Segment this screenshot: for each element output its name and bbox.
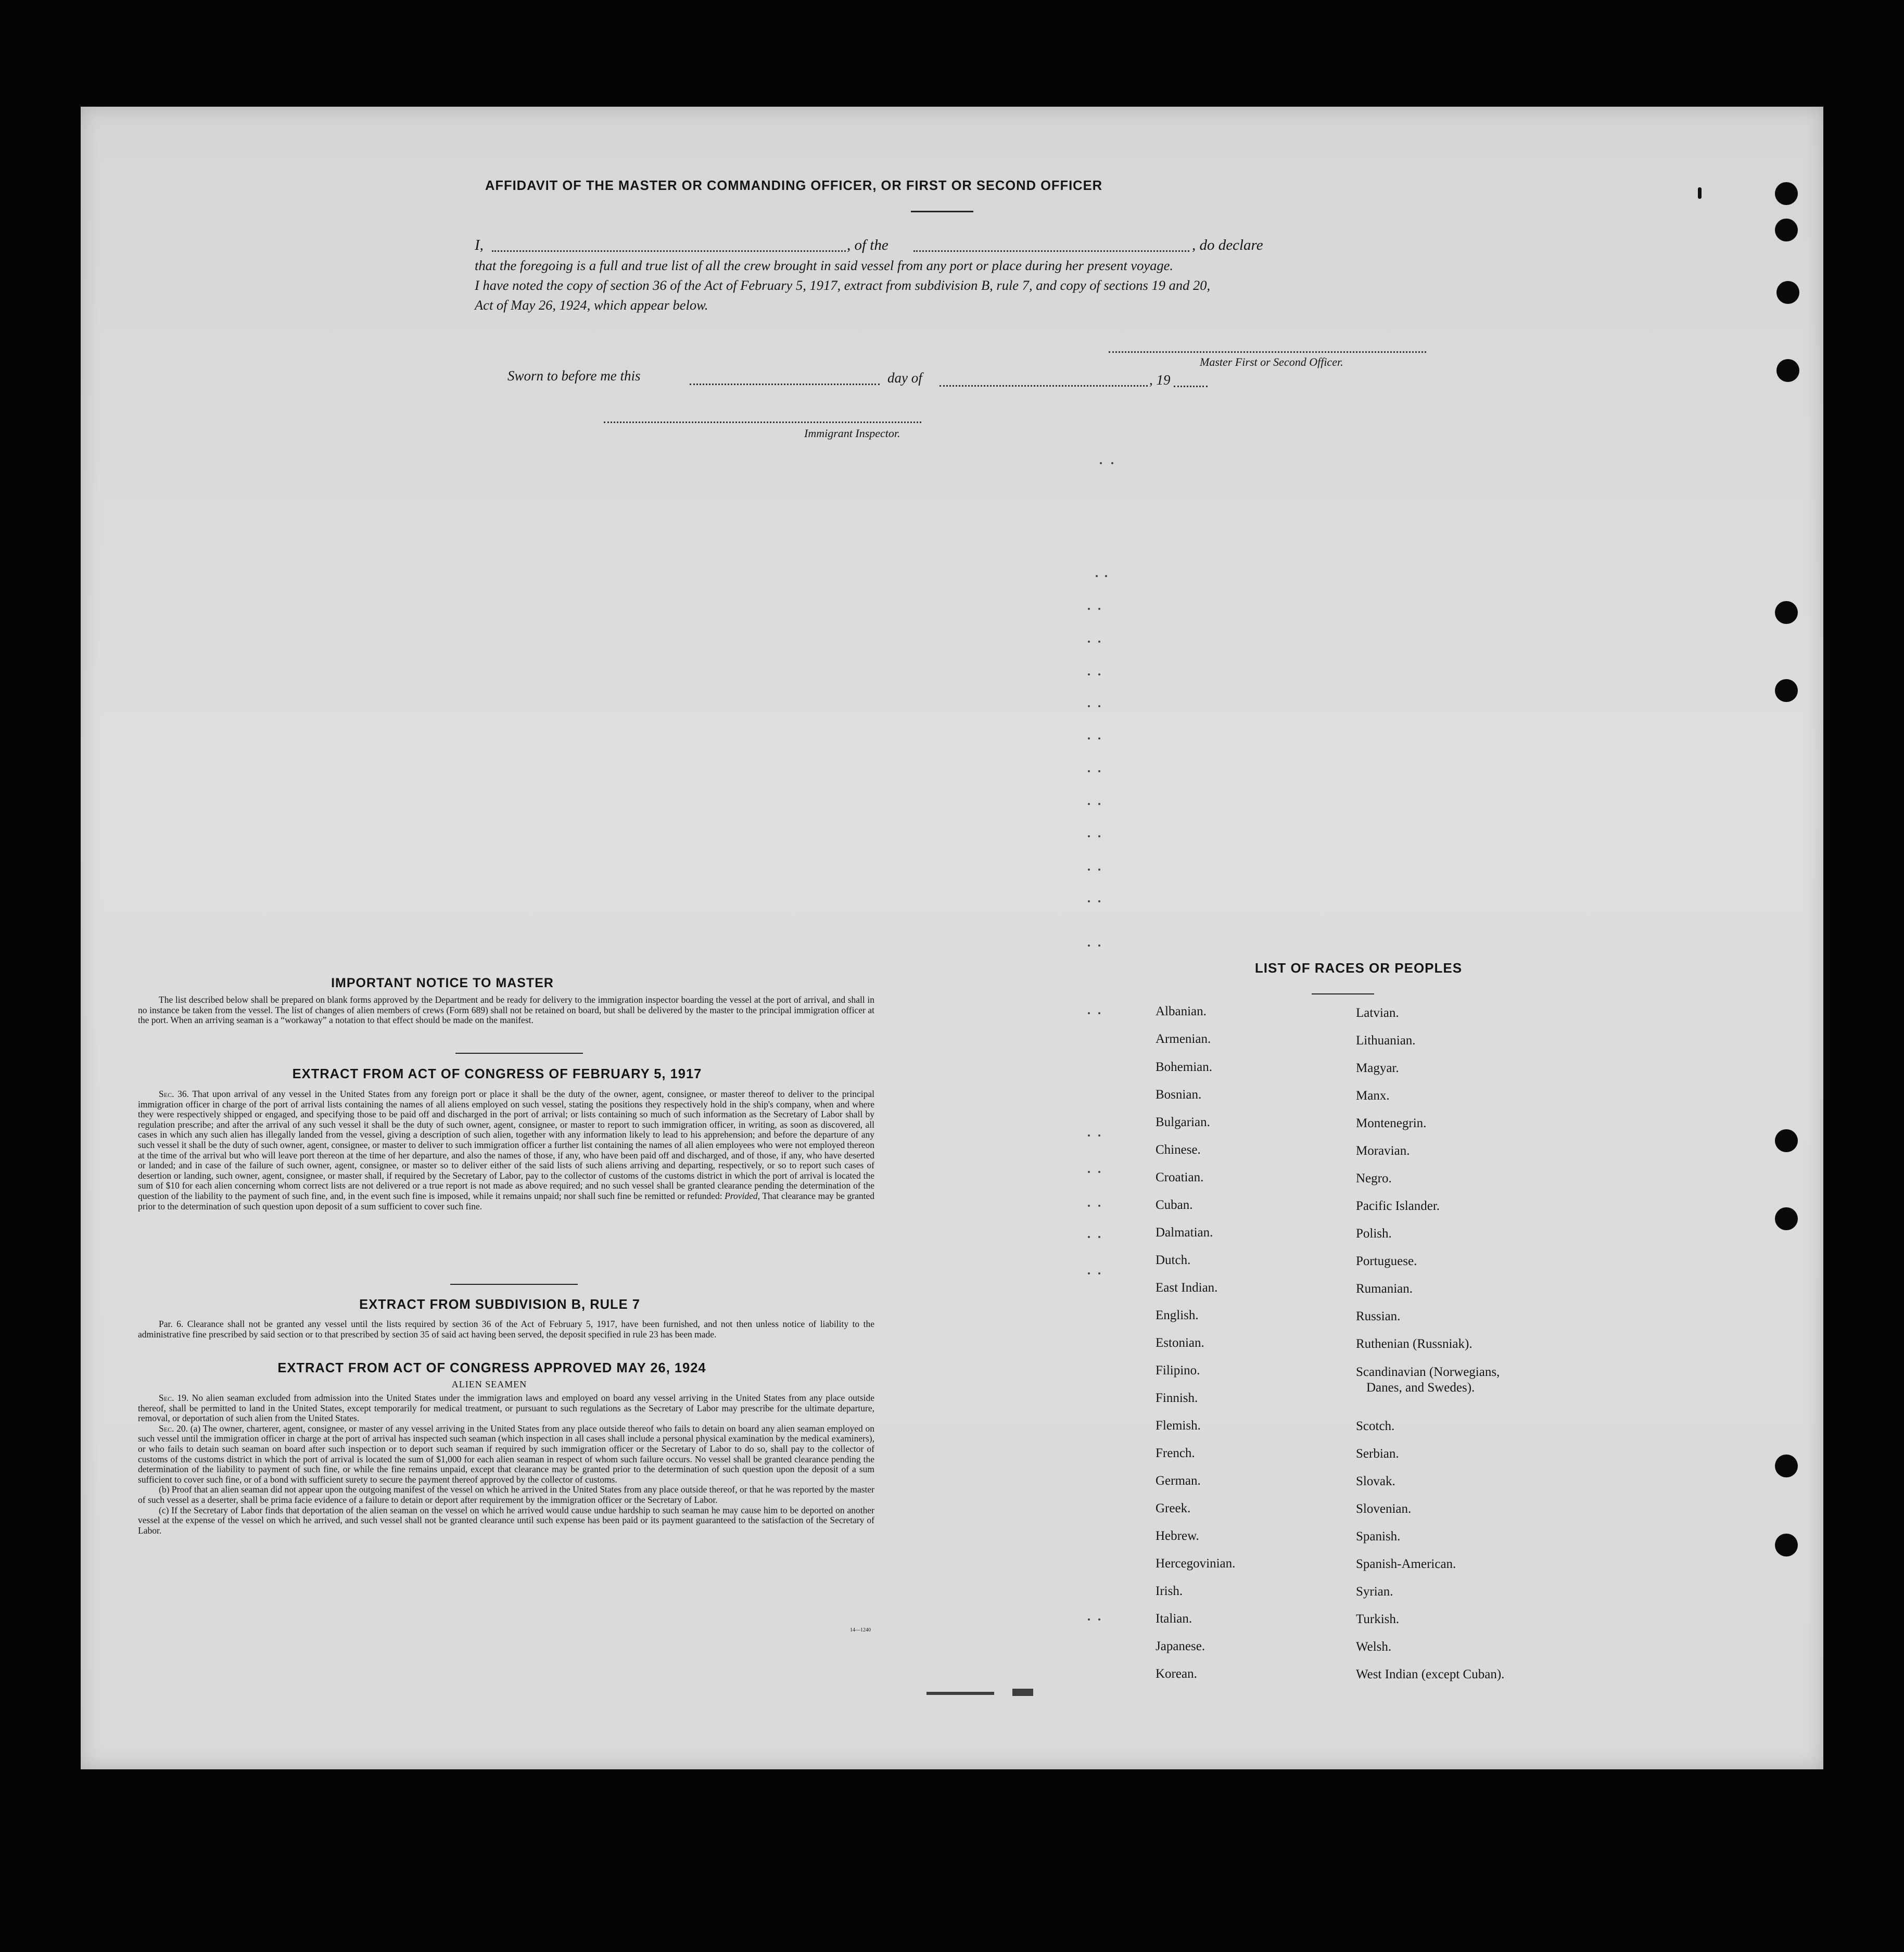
sec36-provided: Provided, [725,1190,760,1201]
punch-hole [1776,359,1799,382]
notice-text-block [138,995,874,1026]
race-item: Rumanian. [1356,1282,1413,1296]
race-item: Lithuanian. [1356,1034,1416,1048]
race-item: Estonian. [1156,1336,1204,1350]
race-item: Hercegovinian. [1156,1557,1236,1571]
punch-hole [1775,182,1798,205]
sec19-text: No alien seaman excluded from admission into the United States under the immigration laws and employed on board any vessel arriving in the United States from any place outside thereof, shall be permitted to land in the United States, except temporarily for medical treatment, or pursuant to such regulations as the Secretary of Labor may prescribe for the ultimate departure, removal, or deportation of such alien from the United States. [138,1393,874,1424]
race-item: Portuguese. [1356,1254,1417,1268]
race-item: Chinese. [1156,1143,1201,1157]
act1917-text-block [138,1089,874,1211]
race-item: East Indian. [1156,1281,1218,1295]
sworn-month-blank[interactable] [940,385,1148,387]
rule7-title: EXTRACT FROM SUBDIVISION B, RULE 7 [359,1297,640,1312]
race-item: Bosnian. [1156,1088,1202,1102]
sec20-label: Sec. 20. [159,1423,188,1434]
affidavit-line3: I have noted the copy of section 36 of the Act of February 5, 1917, extract from subdivision B, rule 7, and copy of sections 19 and 20, [475,277,1211,293]
race-item: West Indian (except Cuban). [1356,1667,1505,1681]
sec36-text-end: That clearance may be granted prior to the determination of such question upon deposit of a sum sufficient to cover such fine. [138,1190,875,1211]
race-item: Flemish. [1156,1419,1201,1433]
race-item: Negro. [1356,1171,1392,1185]
race-item: Polish. [1356,1227,1392,1241]
rule7-text-block [138,1319,874,1339]
affidavit-i: I, [475,237,484,253]
act1924-subtitle: ALIEN SEAMEN [451,1379,527,1389]
race-item: Greek. [1156,1501,1191,1515]
sworn-day-blank[interactable] [690,384,880,385]
races-rule [1312,993,1374,994]
form-page [81,107,1823,1769]
race-item: Magyar. [1356,1061,1399,1075]
race-item: Hebrew. [1156,1529,1199,1543]
race-item: Korean. [1156,1667,1197,1681]
sworn-day-of: day of [887,370,922,386]
sworn-year-blank[interactable] [1174,386,1208,387]
act1924-text-block [138,1393,874,1536]
notice-rule [455,1053,583,1054]
race-item: Scotch. [1356,1419,1395,1433]
sec36-text: That upon arrival of any vessel in the United States from any foreign port or place it shall be the duty of the owner, agent, consignee, or master thereof to deliver to the principal immigration officer in charge of the port of arrival lists containing the names of all aliens employed on such vessel, stating the positions they respectively hold in the ship's company, when and where they were respectively shipped or engaged, and specifying those to be paid off and discharged in the port of arrival; or lists containing so much of such information as the Secretary of Labor shall by regulation prescribe; and after the arrival of any such vessel it shall be the duty of such owner, agent, consignee, or master to report to such immigration officer, in writing, as soon as discovered, all cases in which any such alien has illegally landed from the vessel, giving a description of such alien, together with any information likely to lead to his apprehension; and before the departure of any such vessel it shall be the duty of such owner, agent, consignee, or master to deliver to such immigration officer a further list containing the names of all alien employees who were not employed thereon at the time of the arrival but who will leave port thereon at the time of her departure, and also the names of those, if any, who have been paid off and discharged, and of those, if any, who have deserted or landed; and in case of the failure of such owner, agent, consignee, or master so to deliver either of the said lists of such aliens arriving and departing, respectively, or so to report such cases of desertion or landing, such owner, agent, consignee, or master shall, if required by the Secretary of Labor, pay to the collector of customs of the customs district in which the port of arrival is located the sum of $10 for each alien concerning whom correct lists are not delivered or a true report is not made as above required; and no such vessel shall be granted clearance pending the determination of the question of the liability to the payment of such fine, and, in the event such fine is imposed, while it remains unpaid; nor shall such fine be remitted or refunded: [138,1089,874,1201]
race-item: Scandinavian (Norwegians, [1356,1365,1500,1379]
race-item: Moravian. [1356,1144,1410,1158]
notice-text: The list described below shall be prepared on blank forms approved by the Department and be ready for delivery to the immigration inspector boarding the vessel at the port of arrival, and shall in no instance be taken from the vessel. The list of changes of alien members of crews (Form 689) shall not be retained on board, but shall be delivered by the master to the principal immigration officer at the port. When an arriving seaman is a “workaway” a notation to that effect should be made on the manifest. [138,994,874,1026]
race-item: Spanish. [1356,1529,1401,1543]
race-item: Dutch. [1156,1253,1191,1267]
race-item: Bulgarian. [1156,1115,1210,1129]
race-item: Cuban. [1156,1198,1193,1212]
notice-title: IMPORTANT NOTICE TO MASTER [331,976,554,990]
form-number: 14—1240 [850,1627,871,1633]
race-item: Slovak. [1356,1474,1395,1488]
inspector-label: Immigrant Inspector. [804,427,900,440]
race-item: Dalmatian. [1156,1226,1213,1240]
affidavit-do-declare: , do declare [1192,237,1263,253]
race-item: Manx. [1356,1089,1390,1103]
sworn-prefix: Sworn to before me this [507,368,641,384]
race-item: Montenegrin. [1356,1116,1427,1130]
sworn-year: , 19 [1149,372,1171,388]
sec20b-text: (b) Proof that an alien seaman did not appear upon the outgoing manifest of the vessel on which he arrived in the United States from any place outside thereof, or that he was reported by the master of such vessel as a deserter, shall be prima facie evidence of a failure to detain or deport after requirement by the immigration officer or the Secretary of Labor. [138,1484,874,1505]
act1917-rule [450,1284,578,1285]
punch-hole [1776,281,1799,304]
scan-smudge-2 [1012,1689,1033,1696]
race-item: Ruthenian (Russniak). [1356,1337,1473,1351]
scan-smudge [926,1692,994,1695]
sec19-label: Sec. 19. [159,1393,189,1403]
race-item: Slovenian. [1356,1502,1412,1516]
act1924-title: EXTRACT FROM ACT OF CONGRESS APPROVED MAY 26, 1924 [277,1361,706,1375]
sec20c-text: (c) If the Secretary of Labor finds that deportation of the alien seaman on the vessel on which he arrived would cause undue hardship to such seaman he may cause him to be deported on another vessel at the expense of the vessel on which he arrived, and such vessel shall not be granted clearance until such expense has been paid or its payment guaranteed to the satisfaction of the Secretary of Labor. [138,1504,874,1536]
affidavit-line2: that the foregoing is a full and true list of all the crew brought in said vessel from any port or place during her present voyage. [475,258,1174,273]
master-signature-line[interactable] [1109,351,1426,353]
race-item: Russian. [1356,1309,1401,1323]
race-item: Irish. [1156,1584,1183,1598]
punch-hole [1775,1207,1798,1230]
race-item: Croatian. [1156,1170,1204,1184]
race-item: Filipino. [1156,1363,1200,1377]
title-rule [911,211,973,212]
punch-hole [1775,1455,1798,1477]
inspector-signature-line[interactable] [604,422,921,423]
punch-hole [1775,601,1798,624]
sec20a-text: (a) The owner, charterer, agent, consignee, or master of any vessel arriving in the United States from any place outside thereof who fails to detain on board any alien seaman employed on such vessel until the immigration officer in charge at the port of arrival has inspected such seaman (which inspection in all cases shall include a personal physical examination by the medical examiners), or who fails to detain such seaman on board after such inspection or to deport such seaman if required by such immigration officer or the Secretary of Labor to do so, shall pay to the collector of customs of the customs district in which the port of arrival is located the sum of $1,000 for each alien seaman in respect of whom such failure occurs. No vessel shall be granted clearance pending the determination of the liability to payment of such fine, or while the fine remains unpaid, except that clearance may be granted prior to the determination of such question upon the deposit of a sum sufficient to cover such fine, or of a bond with sufficient surety to secure the payment thereof approved by the collector of customs. [138,1423,875,1485]
ink-mark [1698,187,1702,199]
race-item: Finnish. [1156,1391,1198,1405]
punch-hole [1775,679,1798,702]
master-signature-label: Master First or Second Officer. [1200,355,1343,368]
race-item: Armenian. [1156,1032,1211,1046]
sec36-label: Sec. 36. [159,1089,189,1099]
races-title: LIST OF RACES OR PEOPLES [1254,960,1463,976]
race-item: Turkish. [1356,1612,1400,1626]
race-item: Serbian. [1356,1447,1399,1461]
race-item: German. [1156,1474,1201,1488]
race-item: Albanian. [1156,1004,1207,1018]
rule7-text: Par. 6. Clearance shall not be granted any vessel until the lists required by section 36 of the Act of February 5, 1917, have been furnished, and not then unless notice of liability to the administrative fine prescribed by said section or to that prescribed by section 35 of said act having been served, the deposit specified in rule 23 has been made. [138,1319,874,1339]
punch-hole [1775,1534,1798,1557]
race-item: English. [1156,1308,1199,1322]
race-item: French. [1156,1446,1195,1460]
race-item: Pacific Islander. [1356,1199,1440,1213]
affidavit-line4: Act of May 26, 1924, which appear below. [475,297,708,313]
act1917-title: EXTRACT FROM ACT OF CONGRESS OF FEBRUARY 5, 1917 [292,1067,702,1081]
race-item: Japanese. [1156,1639,1205,1653]
punch-hole [1775,219,1798,241]
race-item: Bohemian. [1156,1060,1213,1074]
race-item: Danes, and Swedes). [1366,1381,1475,1395]
race-item: Italian. [1156,1612,1192,1626]
affidavit-title: AFFIDAVIT OF THE MASTER OR COMMANDING OFFICER, OR FIRST OR SECOND OFFICER [485,178,1102,193]
race-item: Welsh. [1356,1640,1392,1654]
name-blank[interactable] [492,250,846,252]
race-item: Syrian. [1356,1585,1393,1599]
vessel-blank[interactable] [913,250,1189,252]
punch-hole [1775,1129,1798,1152]
race-item: Spanish-American. [1356,1557,1456,1571]
affidavit-of-the: , of the [847,237,888,253]
race-item: Latvian. [1356,1006,1399,1020]
